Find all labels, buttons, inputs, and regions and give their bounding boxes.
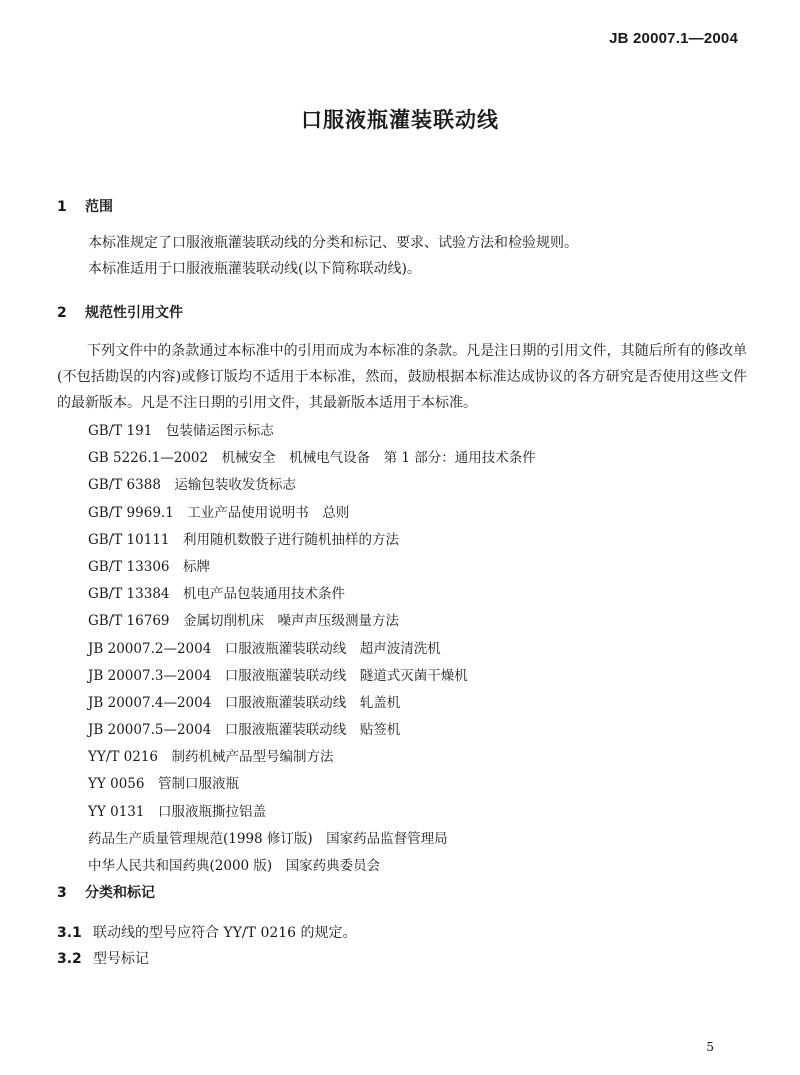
reference-list <box>88 418 536 880</box>
reference-item: YY 0056 管制口服液瓶 <box>88 776 239 793</box>
clause-text: 型号标记 <box>93 951 149 967</box>
clause-text: 联动线的型号应符合 YY/T 0216 的规定。 <box>93 925 357 941</box>
normative-references-intro: 下列文件中的条款通过本标准中的引用而成为本标准的条款。凡是注日期的引用文件，其随后所有的修改单(不包括勘误的内容)或修订版均不适用于本标准，然而，鼓励根据本标准达成协议的各方研究是否使用这些文件的最新版本。凡是不注日期的引用文件，其最新版本适用于本标准。 <box>57 343 747 411</box>
clause-3-2 <box>57 948 149 968</box>
reference-item: GB/T 10111 利用随机数骰子进行随机抽样的方法 <box>88 531 399 548</box>
reference-item: GB 5226.1—2002 机械安全 机械电气设备 第 1 部分：通用技术条件 <box>88 450 536 467</box>
reference-item: 药品生产质量管理规范(1998 修订版) 国家药品监督管理局 <box>88 830 448 847</box>
document-title: 口服液瓶灌装联动线 <box>301 108 499 132</box>
clause-number: 3.1 <box>57 925 82 941</box>
reference-item: JB 20007.3—2004 口服液瓶灌装联动线 隧道式灭菌干燥机 <box>88 667 468 684</box>
reference-item: JB 20007.2—2004 口服液瓶灌装联动线 超声波清洗机 <box>88 640 441 657</box>
reference-item: GB/T 13306 标牌 <box>88 558 210 575</box>
reference-item: GB/T 16769 金属切削机床 噪声声压级测量方法 <box>88 613 399 630</box>
section-1-heading <box>57 196 113 216</box>
reference-item: GB/T 9969.1 工业产品使用说明书 总则 <box>88 504 350 521</box>
scope-paragraph-1: 本标准规定了口服液瓶灌装联动线的分类和标记、要求、试验方法和检验规则。 <box>88 235 578 251</box>
section-number: 2 <box>57 305 67 321</box>
page-number: 5 <box>706 1040 714 1054</box>
section-number: 1 <box>57 199 67 215</box>
clause-number: 3.2 <box>57 951 82 967</box>
clause-3-1 <box>57 922 357 942</box>
section-3-heading <box>57 882 155 902</box>
section-number: 3 <box>57 885 67 901</box>
section-2-heading <box>57 302 183 322</box>
section-title: 分类和标记 <box>85 885 155 901</box>
standard-code: JB 20007.1—2004 <box>609 30 738 47</box>
section-title: 范围 <box>85 199 113 215</box>
reference-item: GB/T 191 包装储运图示标志 <box>88 423 274 439</box>
reference-item: JB 20007.4—2004 口服液瓶灌装联动线 轧盖机 <box>88 694 401 711</box>
reference-item: 中华人民共和国药典(2000 版) 国家药典委员会 <box>88 858 381 874</box>
scope-paragraph-2: 本标准适用于口服液瓶灌装联动线(以下简称联动线)。 <box>88 261 421 277</box>
reference-item: GB/T 6388 运输包装收发货标志 <box>88 477 296 494</box>
reference-item: GB/T 13384 机电产品包装通用技术条件 <box>88 586 345 603</box>
reference-item: YY 0131 口服液瓶撕拉铝盖 <box>88 803 266 820</box>
reference-item: JB 20007.5—2004 口服液瓶灌装联动线 贴签机 <box>88 722 401 739</box>
section-title: 规范性引用文件 <box>85 305 183 321</box>
reference-item: YY/T 0216 制药机械产品型号编制方法 <box>88 749 334 766</box>
